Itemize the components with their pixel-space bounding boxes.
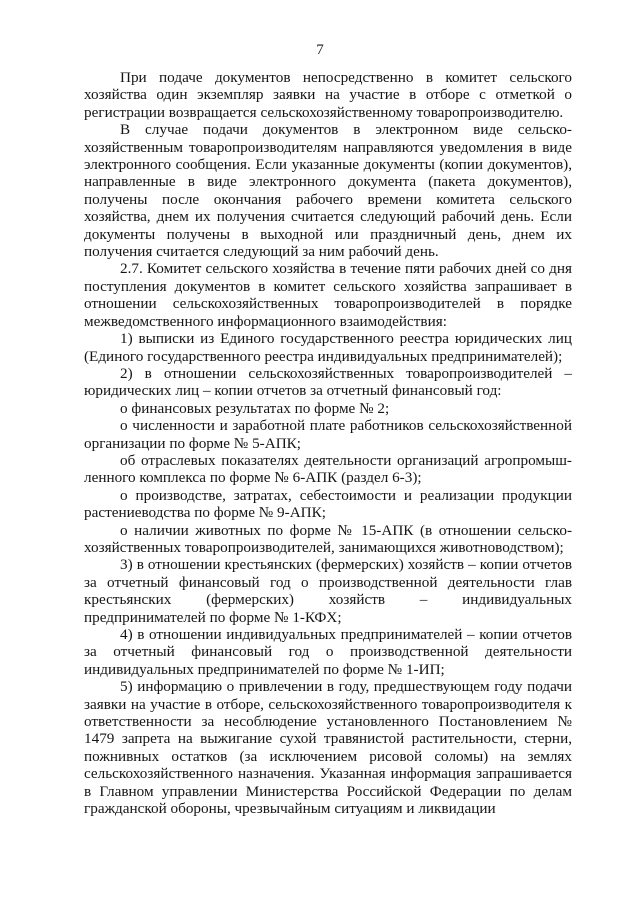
list-item-4-ip: 4) в отношении индивидуальных предпринимателей – копии отчетов за отчетный финансовый год о производственной деятельности индивидуальных предпринимателей по форме № 1-ИП; (84, 626, 572, 678)
sub-item-form-2: о финансовых результатах по форме № 2; (120, 399, 390, 417)
paragraph-electronic-submission: В случае подачи документов в электронном виде сельско-хозяйственным товаропроизводителям направляются уведомления в виде электронного сообщения. Если указанные документы (копии документов), направленные в виде электронного документа (пакета документов), получены после окончания рабочего времени комитета сельского хозяйства, днем их получения считается следующий рабочий день. Если документы получены в выходной или праздничный день, днем их получения считается следующий за ним рабочий день. (84, 121, 572, 261)
page-number: 7 (316, 42, 324, 58)
sub-item-form-15-apk: о наличии животных по форме № 15-АПК (в отношении сельско-хозяйственных товаропроизводителей, занимающихся животноводством); (84, 521, 572, 556)
list-item-2-legal-entities: 2) в отношении сельскохозяйственных товаропроизводителей – юридических лиц – копии отчетов за отчетный финансовый год: (84, 364, 572, 400)
list-item-3-kfh: 3) в отношении крестьянских (фермерских) хозяйств – копии отчетов за отчетный финансовый год о производственной деятельности глав крестьянских (фермерских) хозяйств – индивидуальных предпринимателей по форме № 1-КФХ; (84, 556, 572, 626)
document-body (84, 69, 572, 817)
paragraph-submission-return: При подаче документов непосредственно в комитет сельского хозяйства один экземпляр заявки на участие в отборе с отметкой о регистрации возвращается сельскохозяйственному товаропроизводителю. (84, 69, 572, 121)
sub-item-form-6-apk: об отраслевых показателях деятельности организаций агропромыш-ленного комплекса по форме № 6-АПК (раздел 6-3); (84, 451, 572, 487)
list-item-1-egrul: 1) выписки из Единого государственного реестра юридических лиц (Единого государственного реестра индивидуальных предпринимателей); (84, 330, 572, 365)
paragraph-section-2-7: 2.7. Комитет сельского хозяйства в течение пяти рабочих дней со дня поступления документов в комитет сельского хозяйства запрашивает в отношении сельскохозяйственных товаропроизводителей в порядке межведомственного информационного взаимодействия: (84, 260, 572, 330)
list-item-5-burning-ban: 5) информацию о привлечении в году, предшествующем году подачи заявки на участие в отборе, сельскохозяйственного товаропроизводителя к ответственности за несоблюдение установленного Постановлением № 1479 запрета на выжигание сухой травянистой растительности, стерни, пожнивных остатков (за исключением рисовой соломы) на землях сельскохозяйственного назначения. Указанная информация запрашивается в Главном управлении Министерства Российской Федерации по делам гражданской обороны, чрезвычайным ситуациям и ликвидации (84, 678, 572, 818)
sub-item-form-5-apk: о численности и заработной плате работников сельскохозяйственной организации по форме № 5-АПК; (84, 417, 572, 452)
sub-item-form-9-apk: о производстве, затратах, себестоимости и реализации продукции растениеводства по форме № 9-АПК; (84, 486, 572, 522)
